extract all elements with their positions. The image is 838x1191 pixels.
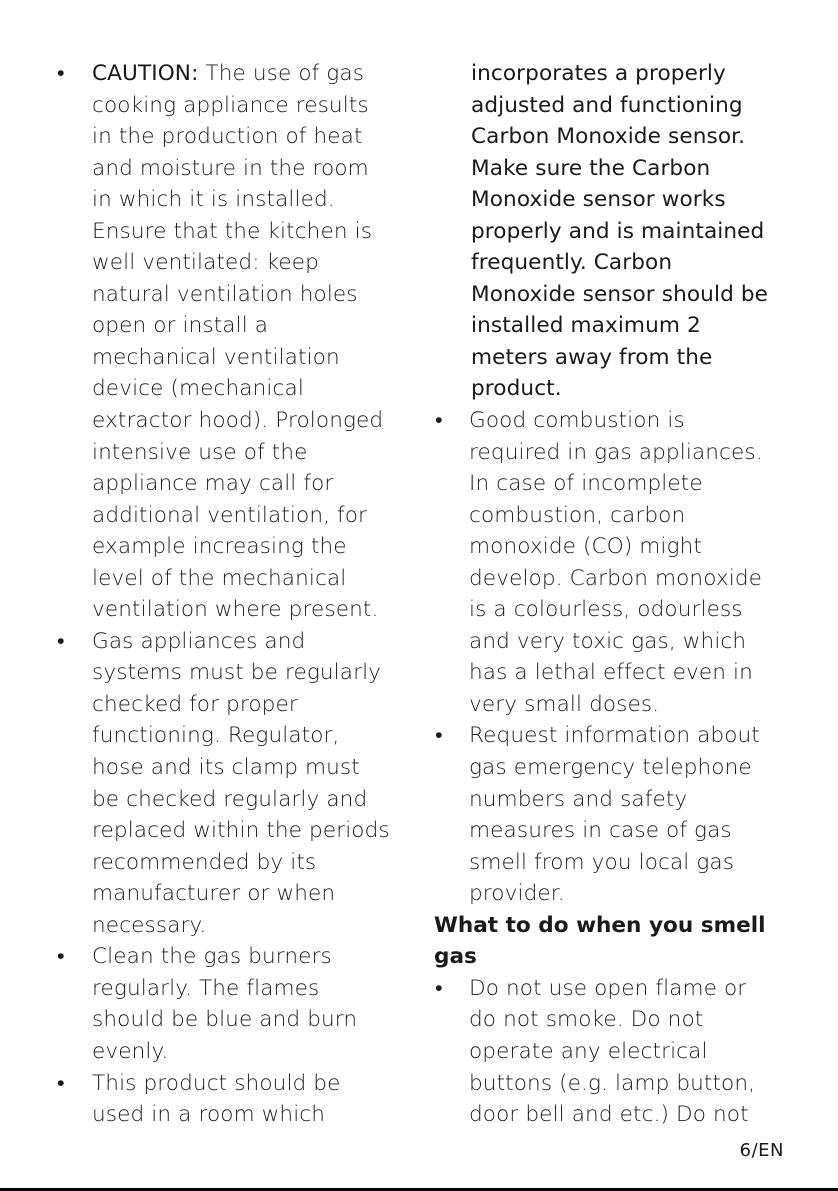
- text-line: be checked regularly and: [92, 786, 368, 812]
- text-line: Carbon Monoxide sensor.: [471, 124, 746, 150]
- text-line: replaced within the periods: [92, 818, 390, 844]
- text-line: should be blue and burn: [92, 1007, 358, 1033]
- bullet-icon: •: [435, 408, 443, 434]
- text-line: develop. Carbon monoxide: [469, 565, 763, 591]
- text-line: required in gas appliances.: [469, 439, 763, 465]
- text-line: The use of gas: [198, 61, 365, 86]
- text-line: numbers and safety: [469, 786, 688, 812]
- text-line: in which it is installed.: [92, 187, 335, 213]
- list-item-combustion: [434, 405, 804, 720]
- text-line: appliance may call for: [92, 471, 334, 497]
- text-line: provider.: [469, 881, 565, 907]
- text-line: properly and is maintained: [471, 218, 765, 244]
- right-bullet-list: [434, 405, 804, 910]
- bullet-icon: •: [57, 628, 65, 654]
- text-line: and very toxic gas, which: [469, 628, 747, 654]
- text-line: Monoxide sensor works: [471, 187, 726, 213]
- text-line: mechanical ventilation: [92, 344, 340, 370]
- list-item-emergency-info: [434, 720, 804, 909]
- bullet-icon: •: [435, 975, 443, 1001]
- text-line: example increasing the: [92, 534, 347, 560]
- text-line: buttons (e.g. lamp button,: [469, 1070, 756, 1096]
- text-line: recommended by its: [92, 849, 317, 875]
- section-heading: [434, 910, 804, 973]
- text-line: extractor hood). Prolonged: [92, 408, 384, 434]
- text-line: Do not use open flame or: [469, 975, 747, 1001]
- bullet-icon: •: [435, 723, 443, 749]
- text-line: natural ventilation holes: [92, 281, 358, 307]
- list-item-no-flame: [434, 973, 804, 1131]
- text-line: Gas appliances and: [92, 628, 306, 654]
- heading-line: What to do when you smell: [434, 912, 766, 938]
- text-line: smell from you local gas: [469, 849, 735, 875]
- list-item-gas-appliances: [57, 626, 417, 941]
- text-line: has a lethal effect even in: [469, 660, 753, 686]
- list-item-caution: [57, 58, 417, 626]
- text-line: device (mechanical: [92, 376, 304, 402]
- text-line: door bell and etc.) Do not: [469, 1102, 749, 1128]
- text-line: In case of incomplete: [469, 471, 703, 497]
- text-line: operate any electrical: [469, 1038, 708, 1064]
- text-line: gas emergency telephone: [469, 755, 752, 781]
- continued-paragraph: [434, 58, 804, 405]
- text-line: hose and its clamp must: [92, 755, 360, 781]
- list-item-clean-burners: [57, 941, 417, 1067]
- text-line: product.: [471, 376, 562, 402]
- left-bullet-list: [57, 58, 417, 1131]
- text-line: combustion, carbon: [469, 502, 686, 528]
- text-line: Monoxide sensor should be: [471, 281, 769, 307]
- text-line: well ventilated: keep: [92, 250, 319, 276]
- left-column: [57, 58, 417, 1131]
- bullet-icon: •: [57, 944, 65, 970]
- bullet-icon: •: [57, 61, 65, 86]
- list-item-room-usage: [57, 1068, 417, 1131]
- text-line: monoxide (CO) might: [469, 534, 702, 560]
- text-line: frequently. Carbon: [471, 250, 673, 276]
- text-line: Make sure the Carbon: [471, 155, 711, 181]
- smell-gas-bullet-list: [434, 973, 804, 1131]
- right-column: [434, 58, 804, 1131]
- text-line: systems must be regularly: [92, 660, 382, 686]
- caution-label: CAUTION:: [92, 61, 199, 86]
- text-line: very small doses.: [469, 691, 660, 717]
- text-line: incorporates a properly: [471, 61, 726, 86]
- text-line: in the production of heat: [92, 124, 363, 150]
- bullet-icon: •: [57, 1070, 65, 1096]
- text-line: measures in case of gas: [469, 818, 732, 844]
- text-line: evenly.: [92, 1038, 169, 1064]
- text-line: intensive use of the: [92, 439, 308, 465]
- text-line: ventilation where present.: [92, 597, 379, 623]
- text-line: Ensure that the kitchen is: [92, 218, 373, 244]
- text-line: This product should be: [92, 1070, 341, 1096]
- text-line: regularly. The flames: [92, 975, 320, 1001]
- text-line: installed maximum 2: [471, 313, 701, 339]
- heading-line: gas: [434, 944, 477, 970]
- text-line: Clean the gas burners: [92, 944, 332, 970]
- text-line: open or install a: [92, 313, 269, 339]
- page-number: 6/EN: [739, 1140, 784, 1161]
- text-line: Request information about: [469, 723, 760, 749]
- text-line: adjusted and functioning: [471, 92, 743, 118]
- text-line: do not smoke. Do not: [469, 1007, 704, 1033]
- text-line: level of the mechanical: [92, 565, 347, 591]
- text-line: checked for proper: [92, 691, 298, 717]
- text-line: functioning. Regulator,: [92, 723, 340, 749]
- text-line: manufacturer or when: [92, 881, 336, 907]
- text-line: necessary.: [92, 912, 207, 938]
- text-line: additional ventilation, for: [92, 502, 368, 528]
- text-line: is a colourless, odourless: [469, 597, 743, 623]
- text-line: used in a room which: [92, 1102, 326, 1128]
- text-line: and moisture in the room: [92, 155, 369, 181]
- text-line: Good combustion is: [469, 408, 685, 434]
- text-line: meters away from the: [471, 344, 713, 370]
- text-line: cooking appliance results: [92, 92, 369, 118]
